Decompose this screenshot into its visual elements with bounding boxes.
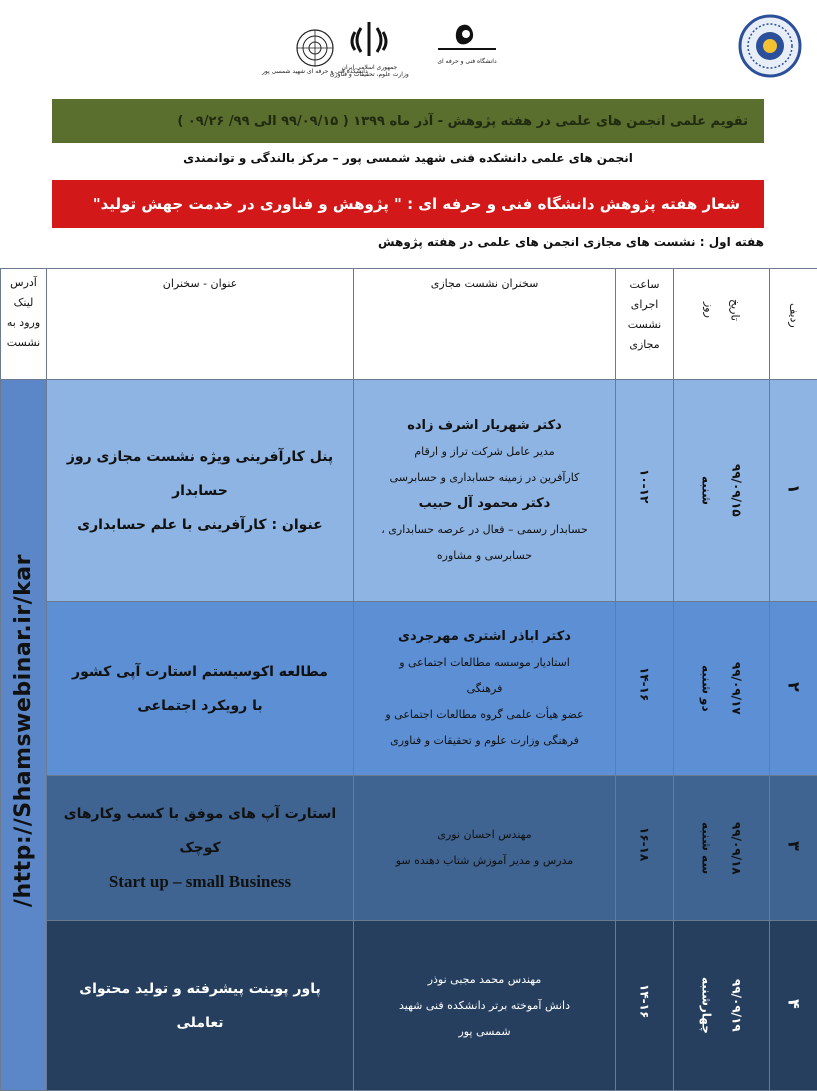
- table-row: [1, 921, 817, 1091]
- ministry-caption-2: وزارت علوم، تحقیقات و فناوری: [330, 71, 409, 78]
- header-link: آدرس لینک ورود به نشست: [1, 269, 47, 380]
- calendar-banner: تقویم علمی انجمن های علمی در هفته پژوهش - آذر ماه ۱۳۹۹ ( ۹۹/۰۹/۱۵ الی ۹۹/ ۰۹/۲۶ ): [52, 99, 764, 143]
- tvu-logo: [430, 22, 504, 65]
- row-date: ۹۹/۰۹/۱۸: [729, 822, 745, 875]
- row-number: ۴: [770, 921, 817, 1091]
- row-speakers: دکتر اباذر اشتری مهرجردی استادیار موسسه مطالعات اجتماعی و فرهنگی عضو هیأت علمی گروه مطالعات اجتماعی و فرهنگی وزارت علوم و تحقیقات و فناوری: [354, 602, 616, 776]
- row-title: پنل کارآفرینی ویژه نشست مجازی روز حسابدار عنوان : کارآفرینی با علم حسابداری: [47, 380, 354, 602]
- row-day: سه شنبه: [699, 822, 715, 875]
- shams-emblem-icon: [292, 28, 338, 68]
- week-title: هفته اول : نشست های مجازی انجمن های علمی در هفته پژوهش: [340, 231, 770, 253]
- row-time: ۱۶-۱۸: [616, 776, 674, 921]
- association-logo: [738, 14, 802, 78]
- header-date-day: [674, 269, 770, 380]
- row-title: مطالعه اکوسیستم استارت آپی کشور با رویکرد اجتماعی: [47, 602, 354, 776]
- tvu-caption: دانشگاه فنی و حرفه ای: [437, 58, 496, 65]
- ministry-caption-1: جمهوری اسلامی ایران: [342, 64, 398, 71]
- associations-subtitle: انجمن های علمی دانشکده فنی شهید شمسی پور – مرکز بالندگی و توانمندی: [52, 143, 764, 173]
- row-speakers: مهندس محمد مجبی نوذر دانش آموخته برتر دانشکده فنی شهید شمسی پور: [354, 921, 616, 1091]
- row-time: ۱۴-۱۶: [616, 602, 674, 776]
- header-day: روز: [702, 299, 716, 321]
- table-row: [1, 776, 817, 921]
- header-title: عنوان - سخنران: [47, 269, 354, 380]
- tvu-emblem-icon: [430, 22, 504, 58]
- webinar-link-text[interactable]: http://Shamswebinar.ir/kar/: [13, 554, 35, 907]
- row-time: ۱۰-۱۲: [616, 380, 674, 602]
- association-emblem-icon: [738, 14, 802, 78]
- schedule-table: [0, 268, 817, 1091]
- header-row-no: ردیف: [770, 269, 817, 380]
- table-row: [1, 602, 817, 776]
- row-title: پاور پوینت پیشرفته و تولید محتوای تعاملی: [47, 921, 354, 1091]
- webinar-link[interactable]: [1, 380, 47, 1091]
- row-date: ۹۹/۰۹/۱۷: [729, 662, 745, 715]
- row-date-day: [674, 380, 770, 602]
- row-day: چهارشنبه: [699, 977, 715, 1034]
- shams-caption: دانشکده فنی و حرفه ای شهید شمسی پور: [262, 68, 368, 75]
- header-row: [1, 269, 817, 380]
- row-date-day: [674, 602, 770, 776]
- shams-logo: [262, 28, 368, 75]
- row-date: ۹۹/۰۹/۱۵: [729, 464, 745, 517]
- row-number: ۱: [770, 380, 817, 602]
- slogan-banner: شعار هفته پژوهش دانشگاه فنی و حرفه ای : " پژوهش و فناوری در خدمت جهش تولید": [52, 180, 764, 228]
- logo-bar: [0, 0, 817, 98]
- row-speakers: مهندس احسان نوری مدرس و مدیر آموزش شتاب دهنده سو: [354, 776, 616, 921]
- row-date-day: [674, 776, 770, 921]
- table-row: [1, 380, 817, 602]
- header-speakers: سخنران نشست مجازی: [354, 269, 616, 380]
- row-day: دو شنبه: [699, 662, 715, 715]
- row-time: ۱۴-۱۶: [616, 921, 674, 1091]
- row-date-day: [674, 921, 770, 1091]
- row-date: ۹۹/۰۹/۱۹: [729, 977, 745, 1034]
- row-title: استارت آپ های موفق با کسب وکارهای کوچک Start up – small Business: [47, 776, 354, 921]
- header-date: تاریخ: [728, 299, 742, 321]
- row-speakers: دکتر شهریار اشرف زاده مدیر عامل شرکت تراز و ارقام کارآفرین در زمینه حسابداری و حسابرسی دکتر محمود آل حبیب حسابدار رسمی – فعال در عرصه حسابداری ، حسابرسی و مشاوره: [354, 380, 616, 602]
- header-time: ساعت اجرای نشست مجازی: [616, 269, 674, 380]
- row-number: ۳: [770, 776, 817, 921]
- row-number: ۲: [770, 602, 817, 776]
- row-day: شنبه: [699, 464, 715, 517]
